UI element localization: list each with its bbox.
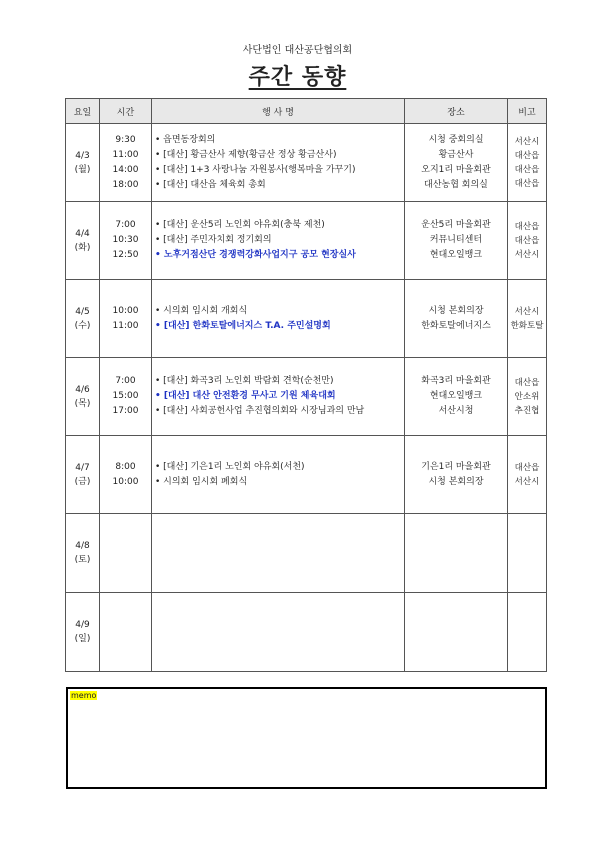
day-cell [66,436,100,514]
event-item-highlighted: • [대산] 한화토탈에너지스 T.A. 주민설명회 [155,320,331,331]
note-value: 대산읍 [514,462,540,473]
place-cell [405,202,508,280]
event-item: • 읍면동장회의 [155,134,216,145]
time-cell [100,436,152,514]
time-value: 7:00 [115,220,136,230]
note-cell [508,593,547,672]
place-value: 한화토탈에너지스 [421,320,491,331]
time-cell [100,593,152,672]
day-date: 4/4 [75,228,90,239]
table-row [66,124,547,202]
place-value: 현대오일뱅크 [429,391,483,401]
note-value: 대산읍 [514,377,540,388]
place-cell [405,436,508,514]
event-item: • [대산] 주민자치회 정기회의 [155,235,272,245]
time-cell [100,280,152,358]
time-value: 10:00 [112,305,139,316]
day-weekday: (토) [74,555,91,565]
page-title [0,60,595,91]
table-row [66,202,547,280]
event-cell [152,514,405,593]
place-value: 서산시청 [438,406,474,416]
day-weekday: (화) [74,242,91,253]
day-weekday: (일) [74,634,91,644]
table-row [66,514,547,593]
col-header-time: 시간 [100,99,152,124]
table-header-row [66,99,547,124]
note-cell [508,124,547,202]
place-value: 기은1리 마을회관 [421,461,491,472]
day-weekday: (월) [74,164,91,175]
event-item: • [대산] 화곡3리 노인회 박람회 견학(순천만) [155,376,334,386]
day-cell [66,593,100,672]
note-value: 한화토탈 [510,320,544,331]
event-cell [152,124,405,202]
day-date: 4/5 [75,306,90,317]
event-item: • [대산] 운산5리 노인회 야유회(충북 제천) [155,220,325,230]
time-value: 10:00 [112,476,139,487]
table-row [66,358,547,436]
time-cell [100,514,152,593]
day-cell [66,514,100,593]
col-header-event: 행 사 명 [152,99,405,124]
time-value: 14:00 [112,164,139,175]
event-cell [152,280,405,358]
organization-name: 사단법인 대산공단협의회 [242,45,353,56]
note-value: 대산읍 [514,235,540,246]
note-cell [508,202,547,280]
time-value: 10:30 [112,235,139,245]
place-cell [405,593,508,672]
note-value: 안소위 [514,391,540,402]
event-cell [152,593,405,672]
memo-label: memo [71,691,97,700]
col-header-day: 요일 [66,99,100,124]
event-item: • [대산] 기은1리 노인회 야유회(서천) [155,461,305,472]
note-cell [508,514,547,593]
time-cell [100,202,152,280]
place-value: 운산5리 마을회관 [421,220,491,230]
place-cell [405,124,508,202]
note-cell [508,436,547,514]
time-value: 18:00 [112,179,139,190]
day-date: 4/9 [75,620,90,630]
event-item: • [대산] 황금산사 제향(황금산 정상 황금산사) [155,149,337,160]
day-weekday: (수) [74,320,91,331]
day-weekday: (금) [74,476,91,487]
note-value: 대산읍 [514,221,540,232]
table-row [66,593,547,672]
day-cell [66,202,100,280]
day-date: 4/8 [75,541,90,551]
day-cell [66,124,100,202]
event-item-highlighted: • 노후거점산단 경쟁력강화사업지구 공모 현장실사 [155,250,356,260]
note-cell [508,280,547,358]
time-value: 8:00 [115,461,136,472]
note-value: 서산시 [514,136,540,147]
event-item: • 시의회 임시회 개회식 [155,305,248,316]
note-cell [508,358,547,436]
time-value: 15:00 [112,391,139,401]
event-item: • 시의회 임시회 폐회식 [155,476,248,487]
day-date: 4/7 [75,462,90,473]
day-date: 4/6 [75,384,90,395]
table-row [66,436,547,514]
note-value: 서산시 [514,476,540,487]
event-cell [152,202,405,280]
time-value: 7:00 [115,376,136,386]
time-value: 12:50 [112,250,139,260]
note-value: 대산읍 [514,178,540,189]
time-cell [100,358,152,436]
table-row [66,280,547,358]
place-cell [405,358,508,436]
day-cell [66,280,100,358]
place-cell [405,280,508,358]
note-value: 서산시 [514,306,540,317]
note-value: 추진협 [514,405,540,416]
schedule-table [65,98,547,672]
place-value: 시청 본회의장 [428,476,484,487]
time-cell [100,124,152,202]
event-cell [152,358,405,436]
day-date: 4/3 [75,150,90,161]
place-value: 커뮤니티센터 [429,235,483,245]
page-title-text: 주간 동향 [248,65,347,90]
place-value: 황금산사 [438,149,474,160]
place-value: 화곡3리 마을회관 [421,376,491,386]
place-value: 시청 중회의실 [428,134,484,145]
place-value: 오지1리 마을회관 [421,164,491,175]
event-cell [152,436,405,514]
schedule-body [66,124,547,672]
event-item-highlighted: • [대산] 대산 안전환경 무사고 기원 체육대회 [155,391,336,401]
time-value: 17:00 [112,406,139,416]
day-weekday: (목) [74,398,91,409]
note-value: 대산읍 [514,164,540,175]
place-cell [405,514,508,593]
event-item: • [대산] 사회공헌사업 추진협의회와 시장님과의 만남 [155,406,365,416]
time-value: 11:00 [112,320,139,331]
note-value: 서산시 [514,249,540,260]
memo-box[interactable] [66,687,547,789]
place-value: 시청 본회의장 [428,305,484,316]
time-value: 11:00 [112,149,139,160]
col-header-place: 장소 [405,99,508,124]
place-value: 현대오일뱅크 [429,250,483,260]
col-header-note: 비고 [508,99,547,124]
event-item: • [대산] 대산읍 체육회 총회 [155,179,266,190]
place-value: 대산농협 회의실 [424,179,488,190]
note-value: 대산읍 [514,150,540,161]
event-item: • [대산] 1+3 사랑나눔 자원봉사(행복마을 가꾸기) [155,164,356,175]
time-value: 9:30 [115,134,136,145]
day-cell [66,358,100,436]
